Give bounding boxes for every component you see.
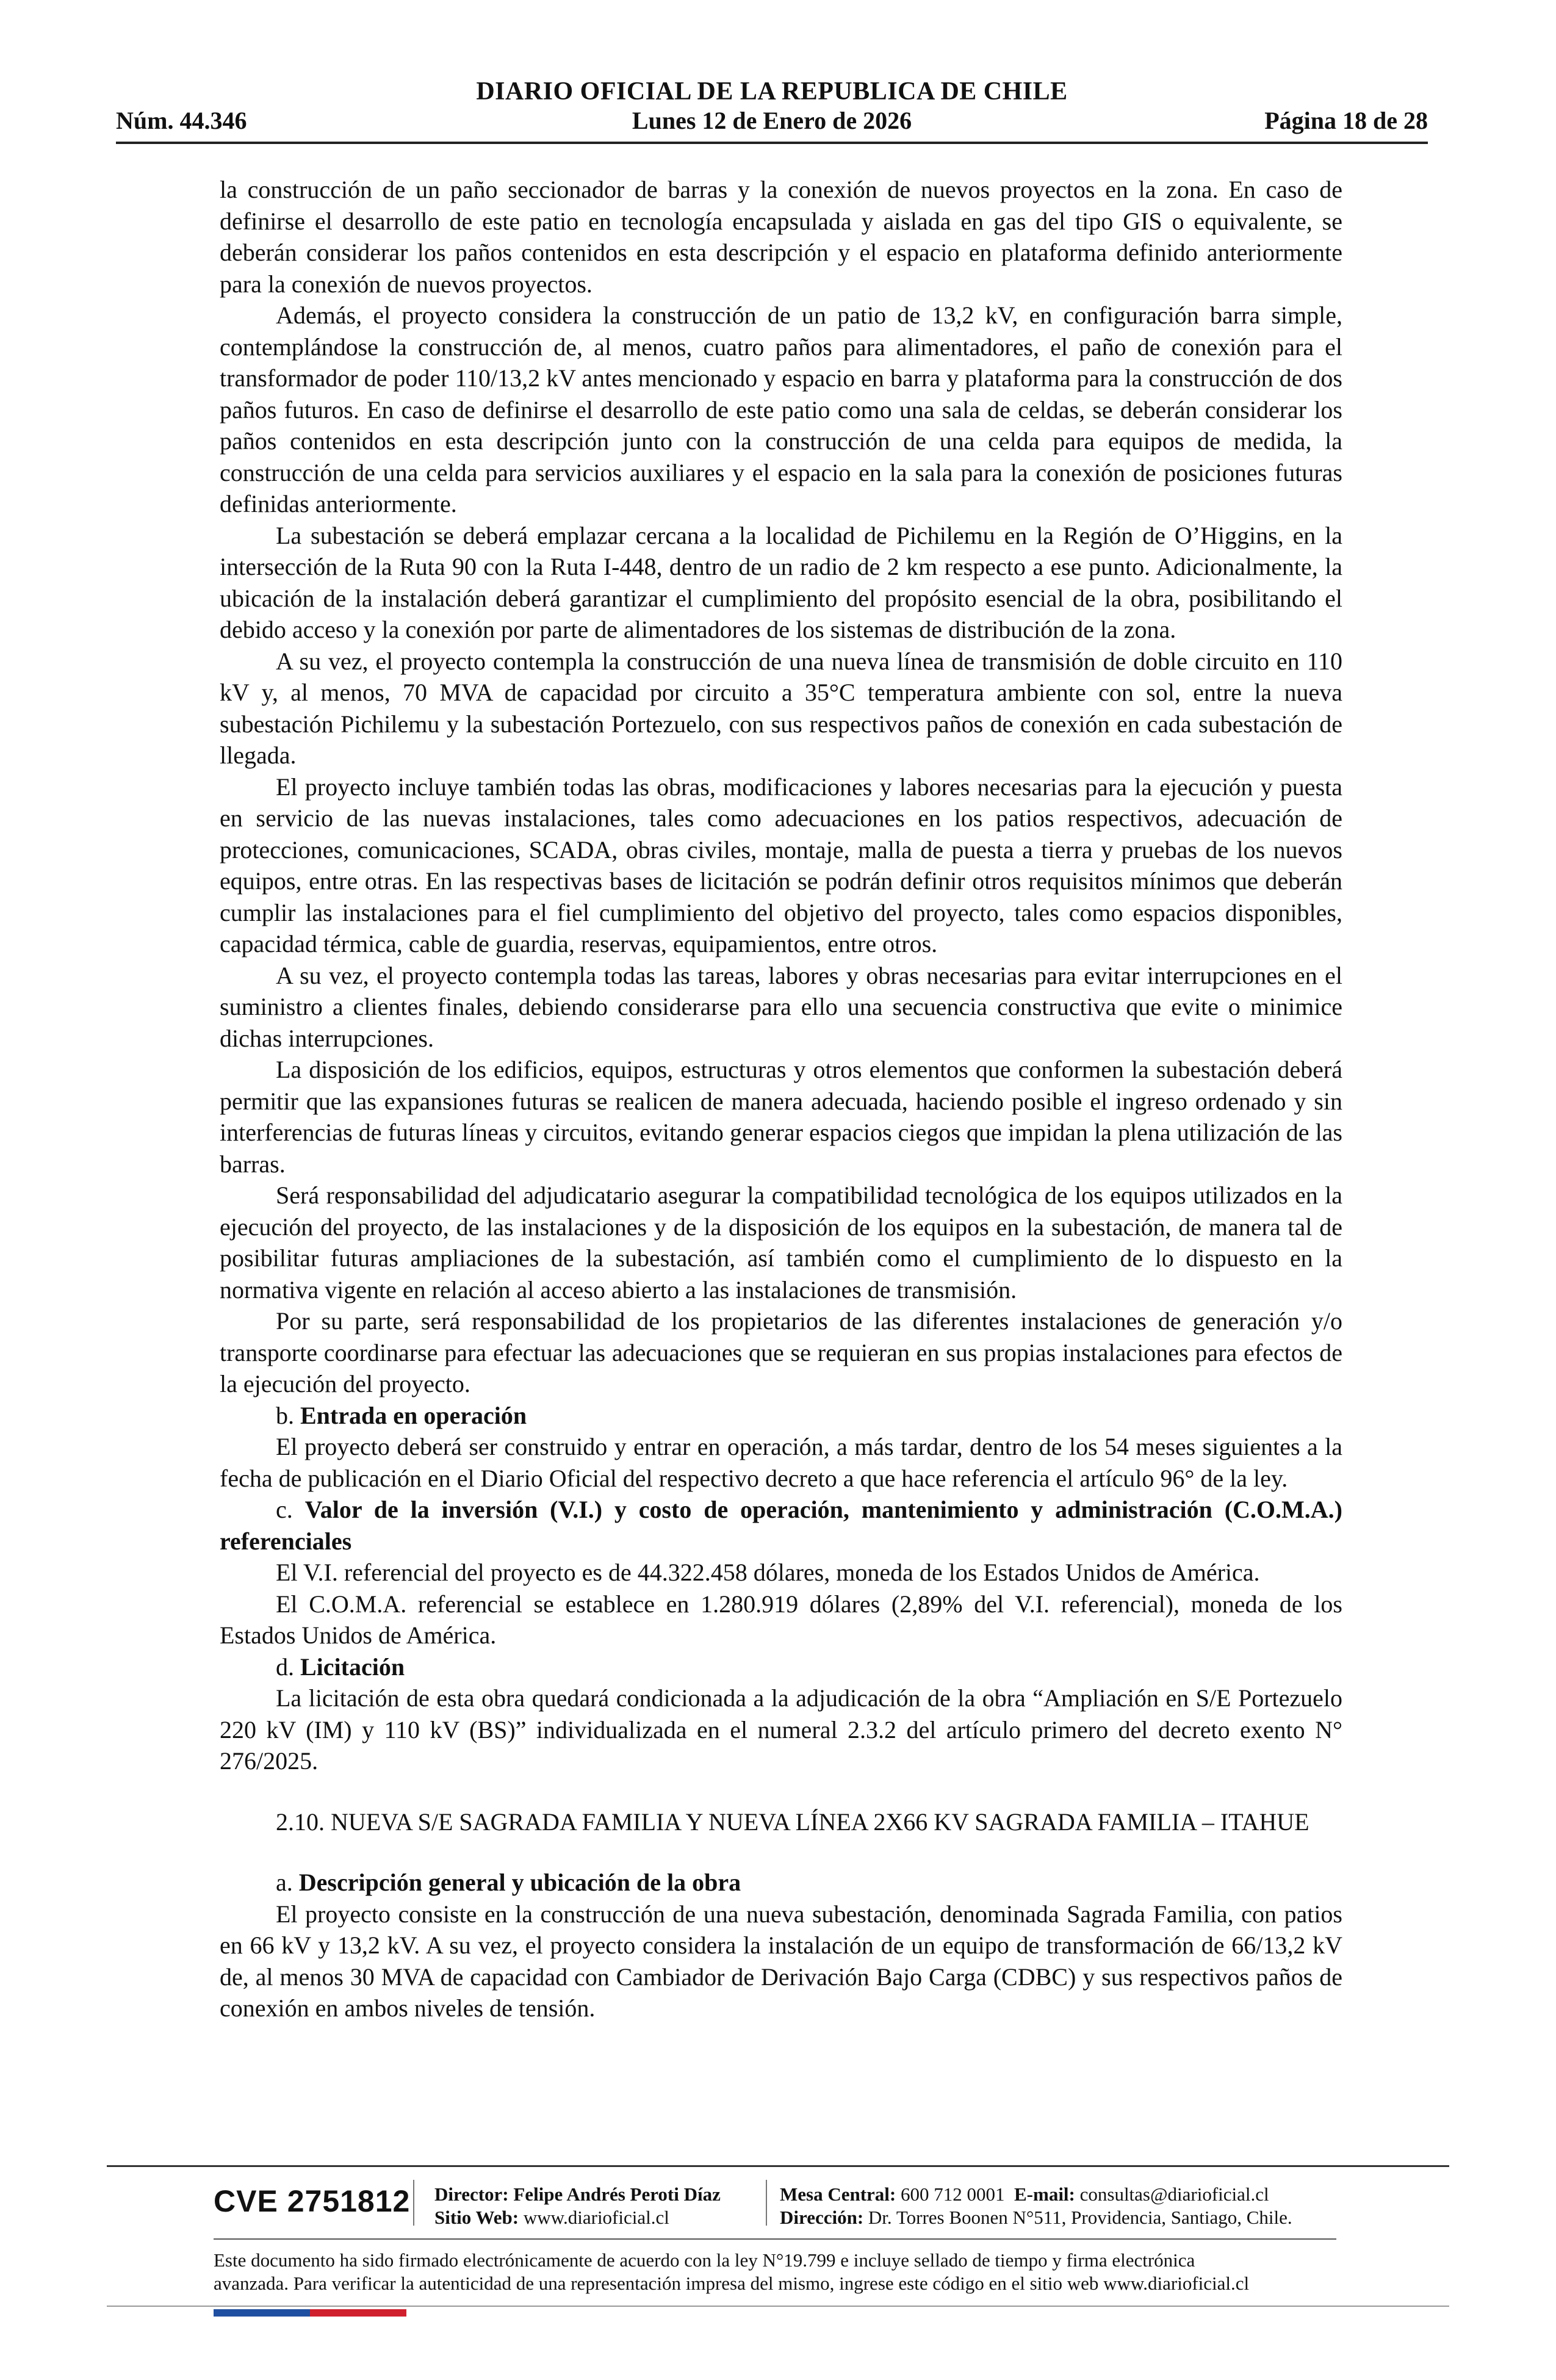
heading-title: Licitación: [300, 1653, 405, 1681]
website-label: Sitio Web:: [434, 2207, 519, 2228]
section-heading-c: [220, 1494, 1342, 1557]
paragraph: A su vez, el proyecto contempla la construcción de una nueva línea de transmisión de doble circuito en 110 kV y, al menos, 70 MVA de capacidad por circuito a 35°C temperatura ambiente con sol, entre la nueva subestación Pichilemu y la subestación Portezuelo, con sus respectivos paños de conexión en cada subestación de llegada.: [220, 647, 1342, 769]
paragraph: El proyecto incluye también todas las obras, modificaciones y labores necesarias para la ejecución y puesta en servicio de las nuevas instalaciones, tales como adecuaciones en los patios respectivos, adecuación de protecciones, comunicaciones, SCADA, obras civiles, montaje, malla de puesta a tierra y pruebas de los nuevos equipos, entre otras. En las respectivas bases de licitación se podrán definir otros requisitos mínimos que deberán cumplir las instalaciones para el fiel cumplimiento del objetivo del proyecto, tales como espacios disponibles, capacidad térmica, cable de guardia, reservas, equipamientos, entre otros.: [220, 773, 1342, 957]
heading-title: Descripción general y ubicación de la obra: [298, 1869, 741, 1896]
footer-divider: [107, 2165, 1449, 2167]
email-label: E-mail:: [1014, 2183, 1075, 2205]
heading-letter: c.: [276, 1496, 293, 1523]
heading-letter: d.: [276, 1653, 294, 1681]
newspaper-title: DIARIO OFICIAL DE LA REPUBLICA DE CHILE: [476, 78, 1068, 106]
paragraph: La disposición de los edificios, equipos, estructuras y otros elementos que conformen la subestación deberá permitir que las expansiones futuras se realicen de manera adecuada, haciendo posible el ingreso ordenado y sin interferencias de futuras líneas y circuitos, evitando generar espacios ciegos que impidan la plena utilización de las barras.: [220, 1056, 1342, 1178]
paragraph: Por su parte, será responsabilidad de los propietarios de las diferentes instalaciones de generación y/o transporte coordinarse para efectuar las adecuaciones que se requieran en sus propias instalaciones para efectos de la ejecución del proyecto.: [220, 1307, 1342, 1397]
header-divider: [116, 142, 1428, 144]
paragraph: El V.I. referencial del proyecto es de 44.322.458 dólares, moneda de los Estados Unidos de América.: [276, 1559, 1260, 1586]
address-value: Dr. Torres Boonen N°511, Providencia, Santiago, Chile.: [868, 2207, 1292, 2228]
issue-date: Lunes 12 de Enero de 2026: [632, 107, 912, 134]
director-name: Felipe Andrés Peroti Díaz: [513, 2183, 721, 2205]
contact-line: [780, 2183, 1292, 2206]
footer-separator: [766, 2180, 767, 2226]
paragraph: A su vez, el proyecto contempla todas las tareas, labores y obras necesarias para evitar interrupciones en el suministro a clientes finales, debiendo considerarse para ello una secuencia constructiva que evite o minimice dichas interrupciones.: [220, 961, 1342, 1052]
paragraph: El C.O.M.A. referencial se establece en 1.280.919 dólares (2,89% del V.I. referencial), moneda de los Estados Unidos de América.: [220, 1590, 1342, 1649]
paragraph: la construcción de un paño seccionador de barras y la conexión de nuevos proyectos en la zona. En caso de definirse el desarrollo de este patio en tecnología encapsulada y aislada en gas del tipo GIS o equivalente, se deberán considerar los paños contenidos en esta descripción y el espacio en plataforma definido anteriormente para la conexión de nuevos proyectos.: [220, 176, 1342, 298]
email-link[interactable]: consultas@diarioficial.cl: [1079, 2183, 1269, 2205]
paragraph: La licitación de esta obra quedará condicionada a la adjudicación de la obra “Ampliación en S/E Portezuelo 220 kV (IM) y 110 kV (BS)” individualizada en el numeral 2.3.2 del artículo primero del decreto exento N° 276/2025.: [220, 1684, 1342, 1775]
footer-contact-block: [780, 2183, 1292, 2229]
paragraph: Será responsabilidad del adjudicatario asegurar la compatibilidad tecnológica de los equipos utilizados en la ejecución del proyecto, de las instalaciones y de la disposición de los equipos en la subestación, de manera tal de posibilitar futuras ampliaciones de la subestación, así también como el cumplimiento de lo dispuesto en la normativa vigente en relación al acceso abierto a las instalaciones de transmisión.: [220, 1181, 1342, 1304]
address-line: [780, 2206, 1292, 2229]
website-link[interactable]: www.diarioficial.cl: [523, 2207, 669, 2228]
heading-title: Entrada en operación: [300, 1401, 527, 1429]
phone-label: Mesa Central:: [780, 2183, 896, 2205]
section-heading-b: [220, 1400, 1342, 1432]
phone-value: 600 712 0001: [901, 2183, 1005, 2205]
section-heading-a: [220, 1867, 1342, 1899]
issue-number: Núm. 44.346: [116, 107, 247, 134]
section-title-2-10: 2.10. NUEVA S/E SAGRADA FAMILIA Y NUEVA LÍNEA 2X66 KV SAGRADA FAMILIA – ITAHUE: [276, 1808, 1309, 1836]
heading-title: Valor de la inversión (V.I.) y costo de operación, mantenimiento y administración (C.O.M.A.) referenciales: [220, 1496, 1342, 1555]
cve-code: CVE 2751812: [214, 2184, 411, 2218]
footer-director-block: [434, 2183, 721, 2229]
legal-line: avanzada. Para verificar la autenticidad de una representación impresa del mismo, ingrese este código en el sitio web www.diarioficial.cl: [214, 2273, 1250, 2294]
spacer: [220, 1837, 1342, 1867]
director-line: [434, 2183, 721, 2206]
paragraph: Además, el proyecto considera la construcción de un patio de 13,2 kV, en configuración barra simple, contemplándose la construcción de, al menos, cuatro paños para alimentadores, el paño de conexión para el transformador de poder 110/13,2 kV antes mencionado y espacio en barra y plataforma para la construcción de dos paños futuros. En caso de definirse el desarrollo de este patio como una sala de celdas, se deberán considerar los paños contenidos en esta descripción junto con la construcción de una celda para equipos de medida, la construcción de una celda para servicios auxiliares y el espacio en la sala para la conexión de posiciones futuras definidas anteriormente.: [220, 301, 1342, 517]
spacer: [220, 1777, 1342, 1806]
section-heading-d: [220, 1651, 1342, 1683]
legal-line: Este documento ha sido firmado electrónicamente de acuerdo con la ley N°19.799 e incluye sellado de tiempo y firma electrónica: [214, 2249, 1195, 2271]
flag-stripe: [214, 2309, 406, 2317]
footer-divider: [214, 2238, 1336, 2240]
page-header: [116, 74, 1428, 142]
footer-divider: [107, 2306, 1449, 2307]
flag-red-segment: [310, 2309, 406, 2317]
flag-blue-segment: [214, 2309, 310, 2317]
address-label: Dirección:: [780, 2207, 864, 2228]
paragraph: El proyecto consiste en la construcción de una nueva subestación, denominada Sagrada Familia, con patios en 66 kV y 13,2 kV. A su vez, el proyecto considera la instalación de un equipo de transformación de 66/13,2 kV de, al menos 30 MVA de capacidad con Cambiador de Derivación Bajo Carga (CDBC) y sus respectivos paños de conexión en ambos niveles de tensión.: [220, 1900, 1342, 2022]
heading-letter: a.: [276, 1869, 293, 1896]
website-line: [434, 2206, 721, 2229]
page-number: Página 18 de 28: [1264, 107, 1428, 134]
footer-separator: [413, 2180, 414, 2226]
director-label: Director:: [434, 2183, 509, 2205]
legal-notice: [214, 2249, 1342, 2295]
paragraph: El proyecto deberá ser construido y entrar en operación, a más tardar, dentro de los 54 meses siguientes a la fecha de publicación en el Diario Oficial del respectivo decreto a que hace referencia el artículo 96° de la ley.: [220, 1433, 1342, 1492]
heading-letter: b.: [276, 1401, 294, 1429]
paragraph: La subestación se deberá emplazar cercana a la localidad de Pichilemu en la Región de O’Higgins, en la intersección de la Ruta 90 con la Ruta I-448, dentro de un radio de 2 km respecto a ese punto. Adicionalmente, la ubicación de la instalación deberá garantizar el cumplimiento del propósito esencial de la obra, posibilitando el debido acceso y la conexión por parte de alimentadores de los sistemas de distribución de la zona.: [220, 521, 1342, 643]
document-body: [220, 174, 1342, 2024]
